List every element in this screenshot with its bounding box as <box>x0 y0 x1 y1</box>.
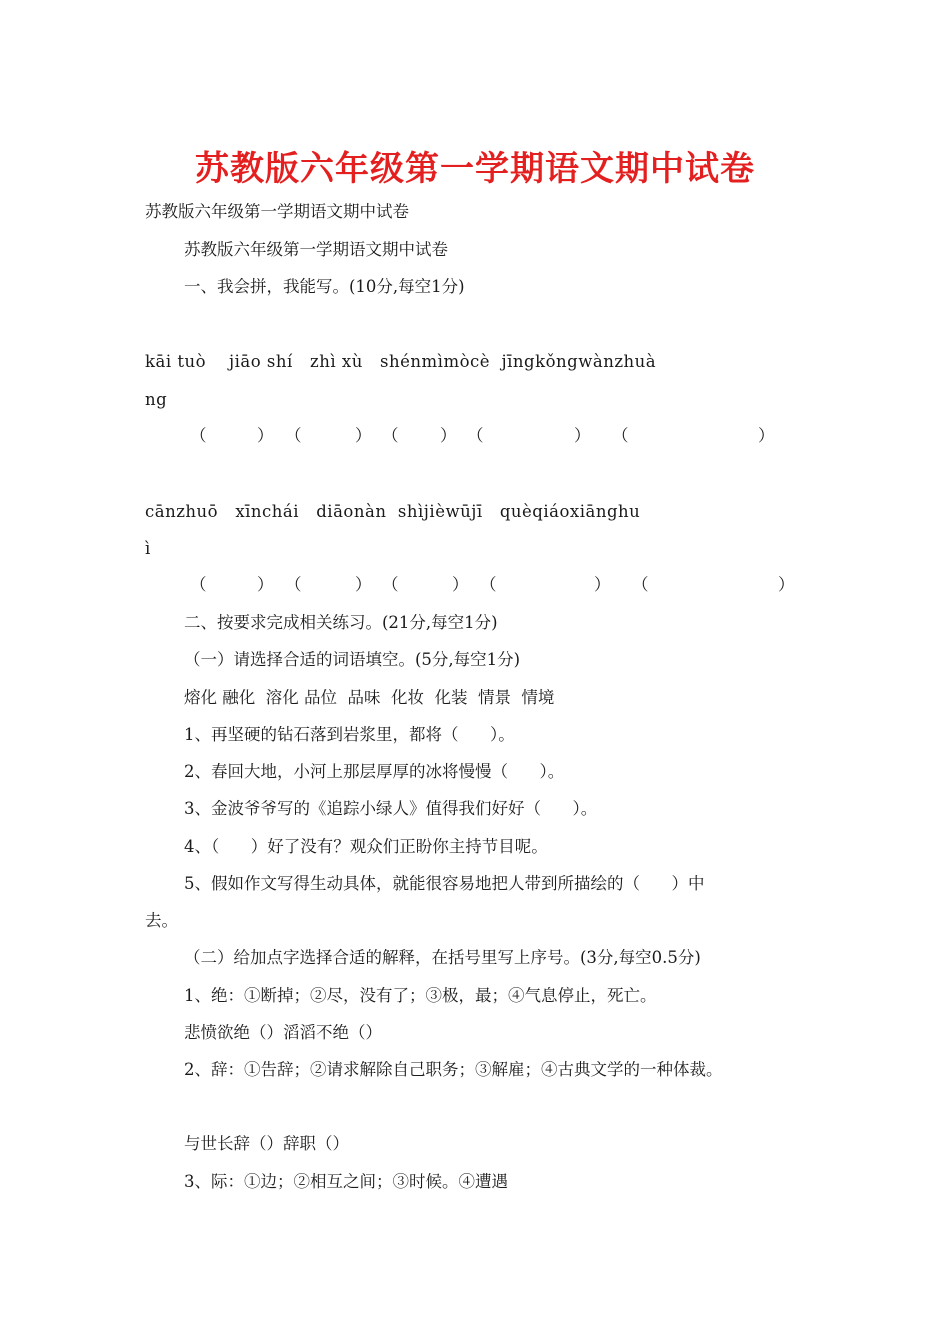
answer-blank-close: ） <box>594 575 611 594</box>
answer-blank-open: （ <box>190 426 207 445</box>
answer-blank-close: ） <box>778 575 795 594</box>
question-item-wrap: 去。 <box>145 911 178 930</box>
answer-blank-open: （ <box>480 575 497 594</box>
subtitle-line: 苏教版六年级第一学期语文期中试卷 <box>145 202 409 221</box>
pinyin-row-2: cānzhuō xīnchái diāonàn shìjièwūjī quèqiáoxiānghu <box>145 502 641 521</box>
answer-blank-close: ） <box>257 426 274 445</box>
answer-blank-open: （ <box>190 575 207 594</box>
answer-blank-open: （ <box>632 575 649 594</box>
subtitle-line-indented: 苏教版六年级第一学期语文期中试卷 <box>184 240 448 259</box>
section1-heading: 一、我会拼，我能写。(10分,每空1分) <box>184 277 465 296</box>
question-item: 4、（ ）好了没有？观众们正盼你主持节目呢。 <box>184 837 548 856</box>
answer-blank-open: （ <box>467 426 484 445</box>
question-item: 2、春回大地，小河上那层厚厚的冰将慢慢（ ）。 <box>184 762 565 781</box>
question-item: 3、金波爷爷写的《追踪小绿人》值得我们好好（ ）。 <box>184 799 598 818</box>
answer-blank-open: （ <box>382 575 399 594</box>
pinyin-row-1: kāi tuò jiāo shí zhì xù shénmìmòcè jīngkǒngwànzhuà <box>145 352 657 371</box>
answer-blank-close: ） <box>355 575 372 594</box>
pinyin-row-2-wrap: ì <box>145 539 151 558</box>
answer-blank-open: （ <box>285 575 302 594</box>
question-words: 与世长辞（）辞职（） <box>184 1134 349 1153</box>
question-item: 2、辞：①告辞；②请求解除自己职务；③解雇；④古典文学的一种体裁。 <box>184 1060 723 1079</box>
question-words: 悲愤欲绝（）滔滔不绝（） <box>184 1023 382 1042</box>
answer-blank-close: ） <box>574 426 591 445</box>
answer-blank-close: ） <box>758 426 775 445</box>
section2-heading: 二、按要求完成相关练习。(21分,每空1分) <box>184 613 498 632</box>
section2-part1-heading: （一）请选择合适的词语填空。(5分,每空1分) <box>184 650 521 669</box>
answer-blank-open: （ <box>285 426 302 445</box>
answer-blank-close: ） <box>257 575 274 594</box>
pinyin-row-1-wrap: ng <box>145 390 168 409</box>
question-item: 5、假如作文写得生动具体，就能很容易地把人带到所描绘的（ ）中 <box>184 874 705 893</box>
word-bank: 熔化 融化 溶化 品位 品味 化妆 化装 情景 情境 <box>184 688 555 707</box>
answer-blank-close: ） <box>355 426 372 445</box>
answer-blank-open: （ <box>612 426 629 445</box>
question-item: 1、再坚硬的钻石落到岩浆里，都将（ ）。 <box>184 725 515 744</box>
answer-blank-open: （ <box>382 426 399 445</box>
page-title: 苏教版六年级第一学期语文期中试卷 <box>195 149 755 189</box>
question-item: 1、绝：①断掉；②尽，没有了；③极，最；④气息停止，死亡。 <box>184 986 657 1005</box>
answer-blank-close: ） <box>440 426 457 445</box>
answer-blank-close: ） <box>452 575 469 594</box>
question-item: 3、际：①边；②相互之间；③时候。④遭遇 <box>184 1172 508 1191</box>
section2-part2-heading: （二）给加点字选择合适的解释，在括号里写上序号。(3分,每空0.5分) <box>184 948 701 967</box>
